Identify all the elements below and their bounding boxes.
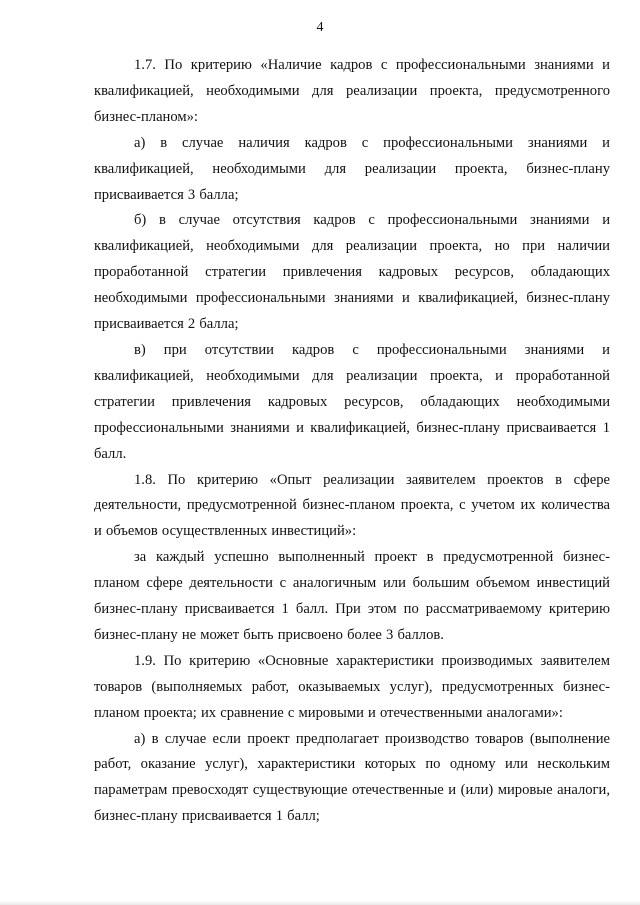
document-body — [94, 53, 610, 830]
paragraph-1-7-item-c: в) при отсутствии кадров с профессиональными знаниями и квалификацией, необходимыми для реализации проекта, и проработанной стратегии привлечения кадровых ресурсов, обладающих необходимыми профессиональными знаниями и квалификацией, бизнес-плану присваивается 1 балл. — [94, 341, 610, 462]
paragraph-1-9-criterion: 1.9. По критерию «Основные характеристики производимых заявителем товаров (выполняемых работ, оказываемых услуг), предусмотренных бизнес-планом проекта; их сравнение с мировыми и отечественными аналогами»: — [94, 652, 610, 721]
paragraph-1-7-item-a: а) в случае наличия кадров с профессиональными знаниями и квалификацией, необходимыми для реализации проекта, бизнес-плану присваивается 3 балла; — [94, 134, 610, 203]
page-bottom-edge — [0, 901, 640, 905]
paragraph-1-9-item-a: а) в случае если проект предполагает производство товаров (выполнение работ, оказание услуг), характеристики которых по одному или нескольким параметрам превосходят существующие отечественные и (или) мировые аналоги, бизнес-плану присваивается 1 балл; — [94, 730, 610, 825]
paragraph-1-8-rule: за каждый успешно выполненный проект в предусмотренной бизнес-планом сфере деятельности с аналогичным или большим объемом инвестиций бизнес-плану присваивается 1 балл. При этом по рассматриваемому критерию бизнес-плану не может быть присвоено более 3 баллов. — [94, 549, 610, 643]
paragraph-1-7-criterion: 1.7. По критерию «Наличие кадров с профессиональными знаниями и квалификацией, необходимыми для реализации проекта, предусмотренного бизнес-планом»: — [94, 57, 610, 125]
paragraph-1-8-criterion: 1.8. По критерию «Опыт реализации заявителем проектов в сфере деятельности, предусмотренной бизнес-планом проекта, с учетом их количества и объемов осуществленных инвестиций»: — [94, 471, 610, 540]
paragraph-1-7-item-b: б) в случае отсутствия кадров с профессиональными знаниями и квалификацией, необходимыми для реализации проекта, но при наличии проработанной стратегии привлечения кадровых ресурсов, обладающих необходимыми профессиональными знаниями и квалификацией, бизнес-плану присваивается 2 балла; — [94, 212, 610, 333]
page-number: 4 — [316, 20, 324, 35]
